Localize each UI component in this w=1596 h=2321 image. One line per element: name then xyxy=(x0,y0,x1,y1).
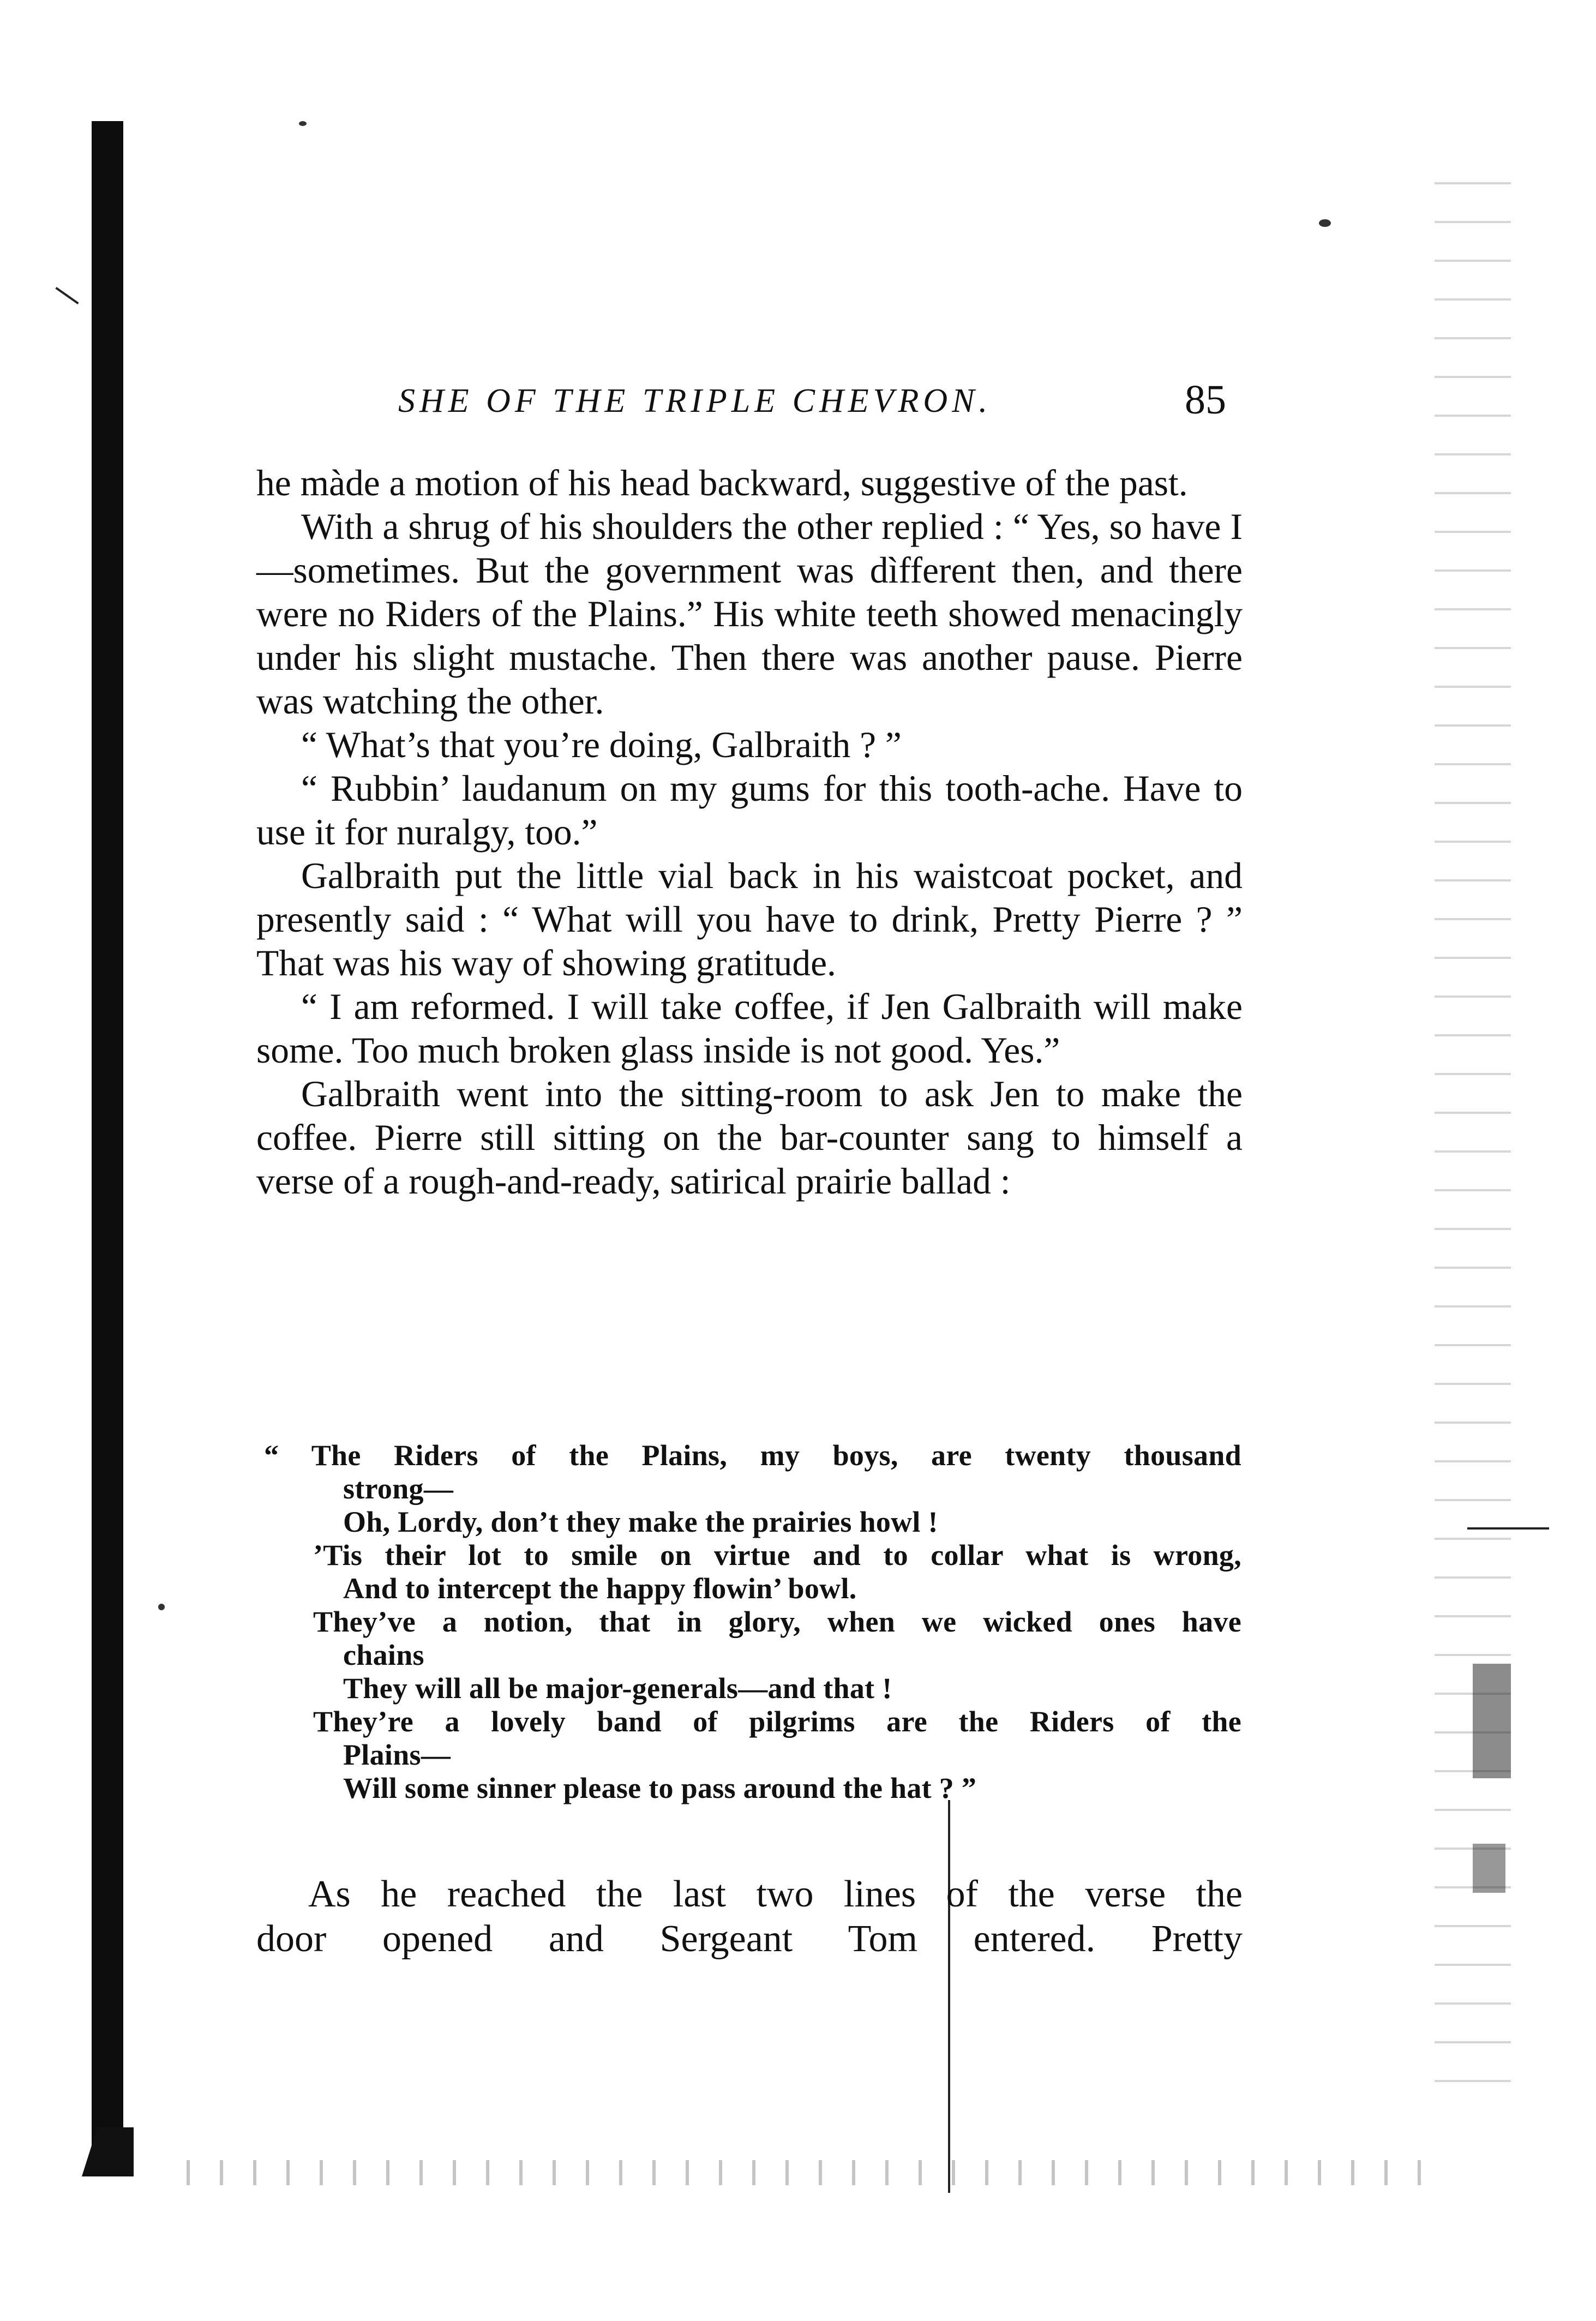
scan-noise-right-margin xyxy=(1435,164,1511,2106)
page-number: 85 xyxy=(1185,377,1226,423)
scan-noise-bottom-margin xyxy=(175,2160,1445,2185)
scan-speck xyxy=(158,1604,165,1610)
verse-line: They’ve a notion, that in glory, when we wicked ones have xyxy=(313,1605,1241,1638)
verse-line: Will some sinner please to pass around the hat ? ” xyxy=(343,1772,977,1804)
paragraph: Galbraith put the little vial back in his waistcoat pocket, and presently said : “ What will you have to drink, Pretty Pierre ? ” That was his way of showing gratitude. xyxy=(256,855,1243,983)
paragraph: “ Rubbin’ laudanum on my gums for this tooth-ache. Have to use it for nuralgy, too.” xyxy=(256,768,1243,853)
running-head-title: SHE OF THE TRIPLE CHEVRON. xyxy=(398,382,992,419)
scan-mark-right xyxy=(1467,1527,1549,1530)
paragraph: “ I am reformed. I will take coffee, if Jen Galbraith will make some. Too much broken glass inside is not good. Yes.” xyxy=(256,986,1243,1071)
paragraph: “ What’s that you’re doing, Galbraith ? ” xyxy=(301,724,902,765)
binding-edge-foot xyxy=(82,2127,134,2176)
verse-line: Plains— xyxy=(343,1738,451,1771)
body-text xyxy=(256,461,1243,1203)
closing-line: door opened and Sergeant Tom entered. Pretty xyxy=(256,1918,1243,1960)
verse-line: They’re a lovely band of pilgrims are the Riders of the xyxy=(313,1705,1241,1738)
verse-line: ’Tis their lot to smile on virtue and to collar what is wrong, xyxy=(313,1539,1241,1572)
closing-line: As he reached the last two lines of the verse the xyxy=(308,1873,1243,1915)
verse-line: And to intercept the happy flowin’ bowl. xyxy=(343,1572,857,1605)
verse-line: “ The Riders of the Plains, my boys, are twenty thousand xyxy=(264,1439,1241,1472)
scan-mark-left xyxy=(55,287,79,304)
closing-paragraph xyxy=(256,1872,1243,1962)
verse-line: They will all be major-generals—and that ! xyxy=(343,1672,892,1705)
scan-blot-right xyxy=(1473,1664,1511,1778)
verse-line: chains xyxy=(343,1639,424,1671)
paragraph: With a shrug of his shoulders the other replied : “ Yes, so have I—sometimes. But the government was dìfferent then, and there were no Riders of the Plains.” His white teeth showed menacingly under his slight mustache. Then there was another pause. Pierre was watching the other. xyxy=(256,506,1243,722)
paragraph: Galbraith went into the sitting-room to ask Jen to make the coffee. Pierre still sitting on the bar-counter sang to himself a verse of a rough-and-ready, satirical prairie ballad : xyxy=(256,1073,1243,1202)
paragraph: he màde a motion of his head backward, suggestive of the past. xyxy=(256,463,1188,503)
scan-mark-vertical xyxy=(948,1800,950,2193)
binding-edge-shadow xyxy=(92,121,123,2172)
verse-line: strong— xyxy=(343,1472,454,1505)
verse-line: Oh, Lordy, don’t they make the prairies howl ! xyxy=(343,1506,938,1538)
ballad-verse xyxy=(264,1439,1241,1805)
scan-blot-right-2 xyxy=(1473,1844,1505,1893)
scan-speck xyxy=(1319,219,1331,227)
scan-speck xyxy=(299,121,307,126)
